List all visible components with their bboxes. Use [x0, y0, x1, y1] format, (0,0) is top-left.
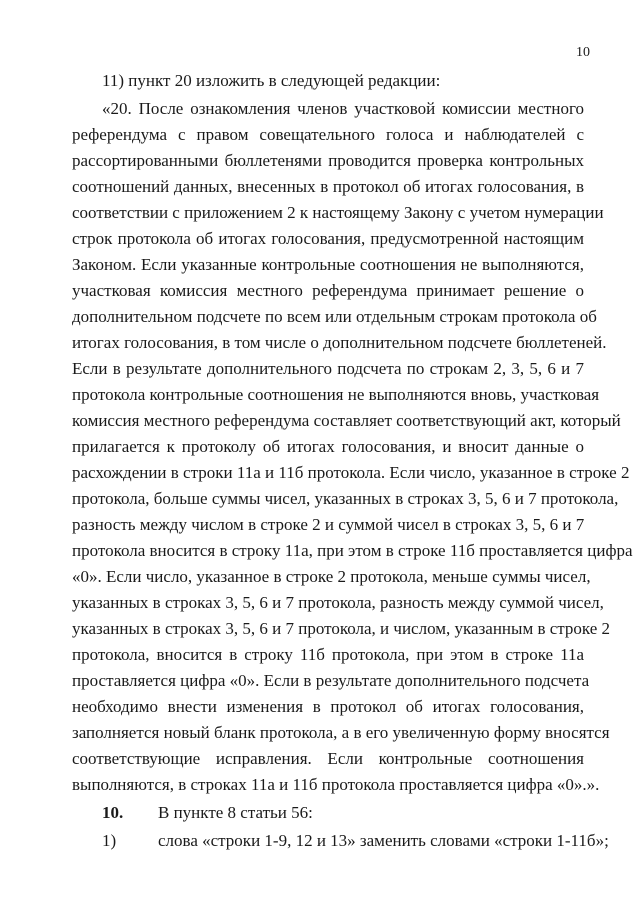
paragraph-line: Законом. Если указанные контрольные соотношения не выполняются,	[72, 255, 584, 274]
paragraph-line: протокола контрольные соотношения не выполняются вновь, участковая	[72, 385, 600, 404]
paragraph-line: заполняется новый бланк протокола, а в его увеличенную форму вносятся	[72, 723, 610, 742]
item-number: 1)	[102, 831, 117, 850]
paragraph-line: проставляется цифра «0». Если в результате дополнительного подсчета	[72, 671, 590, 690]
paragraph-line: протокола, больше суммы чисел, указанных в строках 3, 5, 6 и 7 протокола,	[72, 489, 619, 508]
paragraph-line: Если в результате дополнительного подсчета по строкам 2, 3, 5, 6 и 7	[72, 359, 584, 378]
paragraph-line: соответствии с приложением 2 к настоящему Закону с учетом нумерации	[72, 203, 604, 222]
paragraph-line: «20. После ознакомления членов участковой комиссии местного	[102, 99, 584, 118]
paragraph-line: рассортированными бюллетенями проводится проверка контрольных	[72, 151, 584, 170]
section-number: 10.	[102, 803, 124, 822]
paragraph-line: указанных в строках 3, 5, 6 и 7 протокола, разность между суммой чисел,	[72, 593, 604, 612]
paragraph-line: участковая комиссия местного референдума принимает решение о	[72, 281, 584, 300]
paragraph-line: указанных в строках 3, 5, 6 и 7 протокола, и числом, указанным в строке 2	[72, 619, 611, 638]
paragraph-line: прилагается к протоколу об итогах голосования, и вносит данные о	[72, 437, 584, 456]
paragraph-line: «0». Если число, указанное в строке 2 протокола, меньше суммы чисел,	[72, 567, 591, 586]
paragraph-line: соотношений данных, внесенных в протокол об итогах голосования, в	[72, 177, 584, 196]
paragraph-line: протокола, вносится в строку 11б протокола, при этом в строке 11а	[72, 645, 584, 664]
paragraph-line: протокола вносится в строку 11а, при этом в строке 11б проставляется цифра	[72, 541, 633, 560]
paragraph-line: разность между числом в строке 2 и суммой чисел в строках 3, 5, 6 и 7	[72, 515, 585, 534]
paragraph-line: референдума с правом совещательного голоса и наблюдателей с	[72, 125, 584, 144]
paragraph-line: соответствующие исправления. Если контрольные соотношения	[72, 749, 584, 768]
item-text: слова «строки 1-9, 12 и 13» заменить словами «строки 1-11б»;	[158, 831, 609, 850]
paragraph-line: итогах голосования, в том числе о дополнительном подсчете бюллетеней.	[72, 333, 607, 352]
paragraph-line: расхождении в строки 11а и 11б протокола. Если число, указанное в строке 2	[72, 463, 630, 482]
paragraph-line: дополнительном подсчете по всем или отдельным строкам протокола об	[72, 307, 597, 326]
paragraph-line: выполняются, в строках 11а и 11б протокола проставляется цифра «0».».	[72, 775, 600, 794]
page-number: 10	[576, 45, 590, 60]
section-text: В пункте 8 статьи 56:	[158, 803, 313, 822]
paragraph-line: комиссия местного референдума составляет соответствующий акт, который	[72, 411, 621, 430]
paragraph-line: строк протокола об итогах голосования, предусмотренной настоящим	[72, 229, 584, 248]
amendment-intro: 11) пункт 20 изложить в следующей редакции:	[102, 71, 441, 90]
paragraph-line: необходимо внести изменения в протокол об итогах голосования,	[72, 697, 584, 716]
